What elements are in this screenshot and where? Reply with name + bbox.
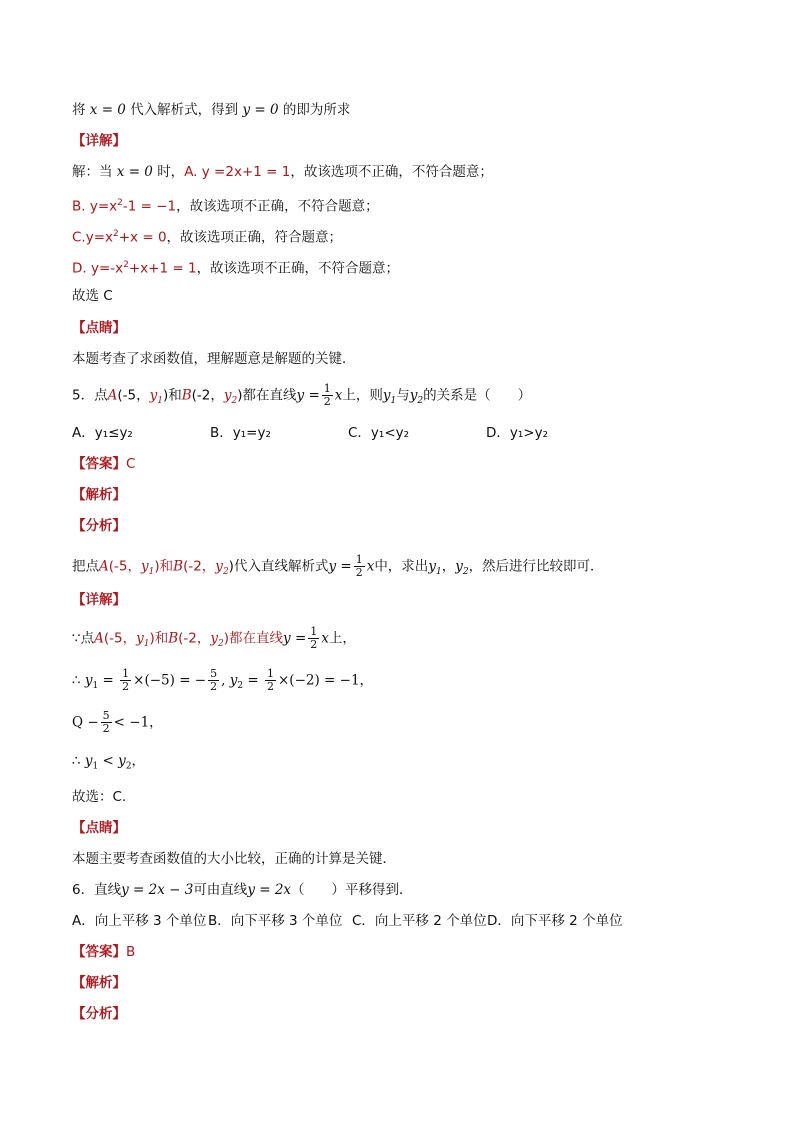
option-d: D．向下平移 2 个单位 — [487, 913, 623, 929]
fraction: $\frac{1}{2}$ — [310, 625, 318, 651]
text-line: 本题考查了求函数值，理解题意是解题的关键． — [72, 351, 356, 367]
math-line: ∴ $y_1$ = $\frac{1}{2}$ ×(−5) = − $\frac{5}{2}$ , $y_2$ = $\frac{1}{2}$ ×(−2) = −1， — [72, 667, 374, 693]
options-row — [72, 423, 722, 443]
section-heading-tip: 【点睛】 — [72, 820, 126, 836]
option-b: B．向下平移 3 个单位 — [208, 913, 343, 929]
fraction: $\frac{5}{2}$ — [102, 709, 110, 735]
answer-line: 【答案】C — [72, 456, 136, 472]
text-line: 本题主要考查函数值的大小比较，正确的计算是关键． — [72, 851, 396, 867]
text-line: ∵点A(-5，$y_1$)和B(-2，$y_2$)都在直线y = $\frac{1}{2}$ x上， — [72, 625, 356, 651]
text-line: 解：当 x = 0 时，A. y =2x+1 = 1，故该选项不正确，不符合题意； — [72, 164, 493, 180]
section-heading-analysis: 【解析】 — [72, 975, 126, 991]
section-heading-detail: 【详解】 — [72, 133, 126, 149]
options-row — [72, 911, 722, 931]
math-line: ∴ $y_1 < y_2$， — [72, 753, 146, 772]
text-line: 将 x = 0 代入解析式，得到 y = 0 的即为所求 — [72, 102, 351, 118]
option-c: C．y₁<y₂ — [348, 425, 410, 441]
text-line: D. $y=-x^2+x+1 = 1$，故该选项不正确，不符合题意； — [72, 260, 400, 277]
fraction: $\frac{1}{2}$ — [355, 553, 363, 579]
fraction: $\frac{1}{2}$ — [323, 382, 331, 408]
question-5: 5．点A(-5，$y_1$)和B(-2，$y_2$)都在直线y = $\frac{1}{2}$ x上，则$y_1$与$y_2$的关系是（ ） — [72, 382, 532, 408]
math-line: Q − $\frac{5}{2}$ < −1， — [72, 709, 163, 735]
section-heading-detail: 【详解】 — [72, 592, 126, 608]
fraction: $\frac{5}{2}$ — [210, 667, 218, 693]
question-6: 6．直线y = 2x − 3可由直线y = 2x（ ）平移得到． — [72, 882, 413, 898]
answer-line: 【答案】B — [72, 944, 136, 960]
option-a: A．向上平移 3 个单位 — [72, 913, 207, 929]
option-b: B．y₁=y₂ — [210, 425, 271, 441]
fraction: $\frac{1}{2}$ — [267, 667, 274, 693]
section-heading-analyze: 【分析】 — [72, 518, 126, 534]
section-heading-tip: 【点睛】 — [72, 320, 126, 336]
option-a: A．y₁≤y₂ — [72, 425, 133, 441]
section-heading-analysis: 【解析】 — [72, 487, 126, 503]
text-line: 故选：C. — [72, 789, 127, 805]
section-heading-analyze: 【分析】 — [72, 1006, 126, 1022]
text-line: $C.y=x^2+x = 0$，故该选项正确，符合题意； — [72, 229, 343, 246]
text-line: 把点A(-5，$y_1$)和B(-2，$y_2$)代入直线解析式y = $\frac{1}{2}$ x中，求出$y_1$，$y_2$，然后进行比较即可． — [72, 553, 604, 579]
fraction: $\frac{1}{2}$ — [122, 667, 130, 693]
text-line: 故选 C — [72, 288, 113, 304]
option-d: D．y₁>y₂ — [486, 425, 549, 441]
option-c: C．向上平移 2 个单位 — [352, 913, 487, 929]
text-line: B. $y=x^2-1 = -1$，故该选项不正确，不符合题意； — [72, 198, 379, 215]
